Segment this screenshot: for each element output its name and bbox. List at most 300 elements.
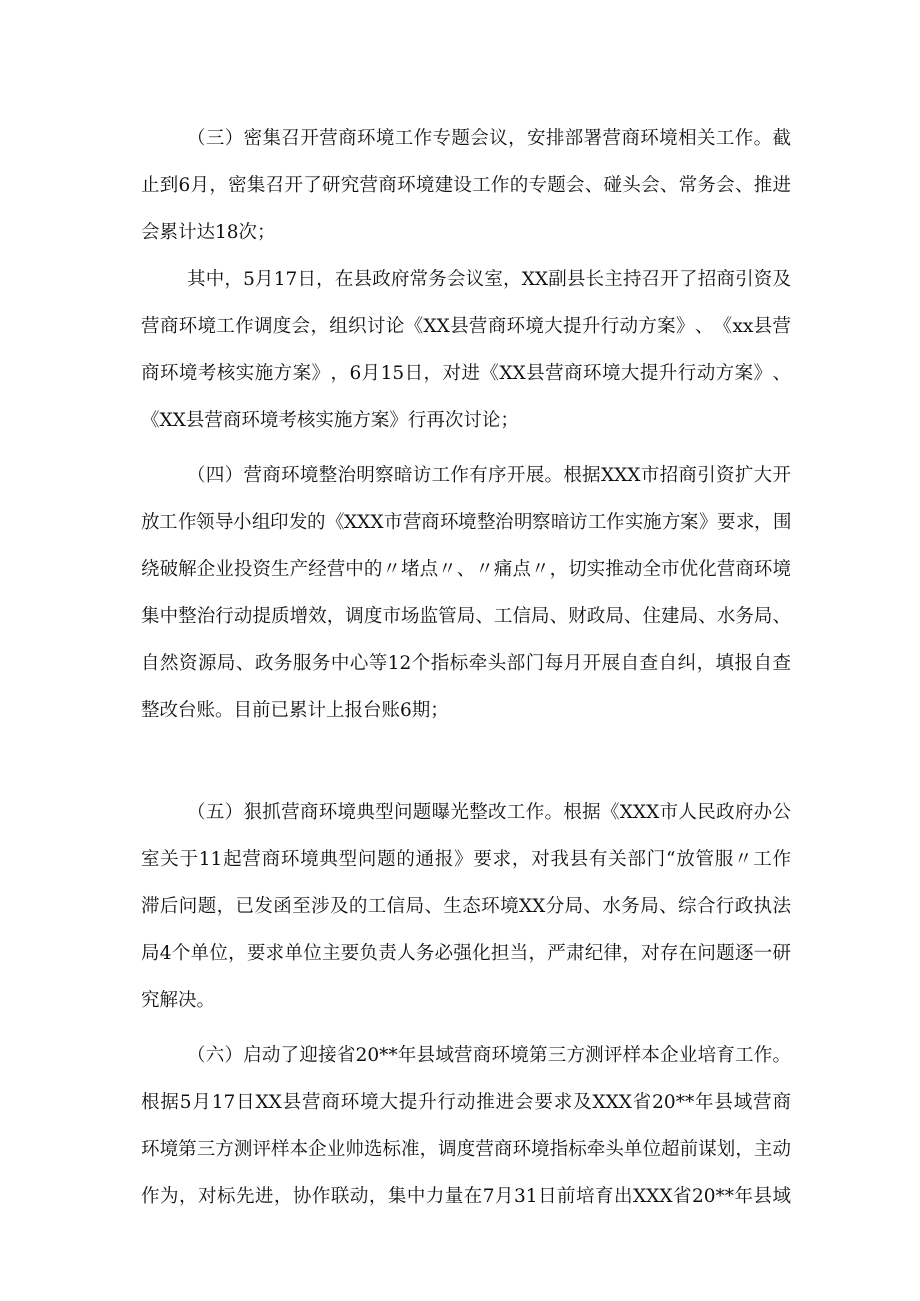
text-segment: XX [521, 269, 549, 290]
text-segment: 日 [236, 1092, 255, 1113]
text-segment: 省 [673, 1186, 692, 1207]
text-segment: 源 [197, 653, 217, 674]
text-segment: 纪 [584, 943, 604, 964]
text-segment: 整 [178, 606, 197, 627]
text-segment: 《 [141, 410, 160, 431]
text-segment: 作 [235, 316, 254, 337]
text-segment: 题 [197, 896, 217, 917]
text-segment: 主 [604, 269, 623, 290]
text-segment: 行 [407, 410, 427, 431]
text-segment: 》 [454, 849, 473, 870]
text-segment: 务 [428, 269, 447, 290]
text-segment: 资 [753, 269, 773, 290]
text-segment: 境 [525, 316, 544, 337]
text-segment: 6 [178, 175, 191, 196]
text-segment: XX [255, 1092, 282, 1113]
text-segment: 作 [450, 465, 469, 486]
text-segment: 、 [772, 363, 791, 384]
text-segment: 出 [614, 1186, 633, 1207]
text-segment: ， [696, 653, 716, 674]
text-segment: 政 [372, 269, 391, 290]
text-segment: 大 [753, 465, 773, 486]
text-segment: 商 [261, 849, 281, 870]
text-segment: 论 [481, 410, 501, 431]
text-segment: XXX [633, 1186, 673, 1207]
text-segment: 室 [141, 849, 160, 870]
text-segment: 日 [404, 363, 424, 384]
text-segment: 会 [716, 175, 735, 196]
text-segment: 点 [419, 559, 439, 580]
text-segment: 施 [333, 410, 353, 431]
text-segment: 月 [255, 269, 274, 290]
text-segment: 产 [289, 559, 309, 580]
text-segment: 环 [241, 410, 260, 431]
text-segment: 日 [297, 269, 316, 290]
text-segment: 律 [603, 943, 623, 964]
text-segment: 业 [326, 1139, 346, 1160]
text-segment: 住 [642, 606, 661, 627]
text-segment: 接 [318, 1045, 337, 1066]
text-segment: 工 [394, 128, 414, 149]
paragraph-5-line [0, 941, 920, 967]
text-segment: 开 [660, 269, 679, 290]
text-segment: 要 [340, 943, 360, 964]
text-segment: 每 [544, 653, 564, 674]
text-segment: 位 [303, 943, 322, 964]
text-segment: 求 [735, 512, 755, 533]
text-segment: 要 [246, 943, 266, 964]
text-segment: 县 [566, 269, 586, 290]
text-segment: 分 [545, 896, 565, 917]
text-segment: 环 [356, 128, 376, 149]
paragraph-3-line [0, 173, 920, 199]
text-segment: 民 [697, 802, 716, 823]
text-segment: 力 [425, 1186, 445, 1207]
text-segment: 局 [531, 606, 550, 627]
text-segment: 案 [370, 410, 390, 431]
text-segment: 展 [601, 653, 621, 674]
text-segment: 。 [196, 990, 216, 1011]
text-segment: 公 [772, 802, 791, 823]
text-segment: 引 [735, 269, 754, 290]
text-segment: 工 [159, 512, 178, 533]
text-segment: 本 [289, 1139, 309, 1160]
text-segment: 涉 [311, 896, 330, 917]
text-segment: 达 [196, 222, 216, 243]
text-segment: 堵 [401, 559, 420, 580]
text-segment: 省 [336, 1045, 356, 1066]
text-segment: 要 [473, 849, 492, 870]
text-segment: XX [159, 410, 186, 431]
text-segment: 县 [714, 1092, 733, 1113]
text-segment: 期 [411, 700, 431, 721]
text-segment: 行 [215, 606, 234, 627]
text-segment: xx [732, 316, 754, 337]
text-segment: 关 [608, 849, 627, 870]
text-segment: 环 [397, 175, 416, 196]
text-segment: ， [228, 943, 247, 964]
text-segment: 单 [190, 943, 210, 964]
text-segment: 评 [603, 1045, 623, 1066]
text-segment: 据 [582, 465, 601, 486]
text-segment: 题 [377, 849, 396, 870]
text-segment: 方 [715, 363, 735, 384]
text-segment: 境 [259, 410, 279, 431]
text-segment: 局 [605, 606, 624, 627]
text-segment: 六 [205, 1045, 225, 1066]
text-segment: 营 [359, 175, 379, 196]
paragraph-3-detail-line [0, 361, 920, 387]
text-segment: 进 [254, 1186, 274, 1207]
text-segment: 对 [197, 1186, 217, 1207]
text-segment: 目 [233, 700, 253, 721]
text-segment: 考 [278, 410, 297, 431]
text-segment: 环 [439, 512, 459, 533]
text-segment: 前 [679, 1139, 699, 1160]
text-segment: 、 [549, 606, 569, 627]
text-segment: 围 [772, 512, 792, 533]
text-segment: 典 [319, 849, 338, 870]
text-segment: 根 [563, 465, 582, 486]
text-segment: 资 [178, 653, 198, 674]
text-segment: 明 [513, 512, 533, 533]
text-segment: 排 [545, 128, 565, 149]
text-segment: 为 [159, 1186, 179, 1207]
text-segment: ， [273, 1186, 293, 1207]
text-segment: 工 [367, 896, 387, 917]
text-segment: 次 [444, 410, 464, 431]
text-segment: 牵 [586, 1139, 606, 1160]
text-segment: 切 [568, 559, 587, 580]
text-segment: 化 [472, 943, 491, 964]
text-segment: 营 [242, 849, 261, 870]
text-segment: 县 [282, 1092, 302, 1113]
text-segment: 政 [716, 802, 735, 823]
text-segment: 20** [652, 1092, 695, 1113]
text-segment: 招 [659, 465, 679, 486]
text-segment: 提 [252, 606, 271, 627]
text-segment: 》 [311, 363, 331, 384]
text-segment: 关 [696, 128, 716, 149]
text-segment: 测 [233, 1139, 253, 1160]
text-segment: 指 [430, 653, 450, 674]
text-segment: 动 [696, 363, 716, 384]
text-segment: 账 [381, 700, 401, 721]
text-segment: 会 [470, 128, 489, 149]
text-segment: 累 [159, 222, 179, 243]
text-segment: 、 [456, 559, 476, 580]
text-segment: 提 [639, 363, 659, 384]
text-segment: 年 [734, 1186, 754, 1207]
text-segment: 专 [432, 128, 452, 149]
text-segment: 作 [141, 1186, 160, 1207]
text-segment: 县 [753, 1186, 773, 1207]
text-segment: 境 [510, 1045, 529, 1066]
text-segment: 中 [159, 606, 179, 627]
text-segment: 实 [624, 512, 644, 533]
paragraph-5-line [0, 988, 920, 1014]
text-segment: 论 [385, 316, 405, 337]
text-segment: 动 [233, 606, 253, 627]
text-segment: 动 [619, 316, 639, 337]
text-segment: 三 [205, 128, 225, 149]
text-segment: 对 [531, 849, 550, 870]
text-segment: 商 [772, 1092, 791, 1113]
text-segment: 评 [252, 1139, 271, 1160]
text-segment: 进 [461, 363, 480, 384]
text-segment: 自 [141, 653, 160, 674]
text-segment: 〃 [438, 559, 457, 580]
text-segment: 样 [271, 1139, 290, 1160]
text-segment: 局 [405, 896, 425, 917]
text-segment: 质 [271, 606, 290, 627]
text-segment: 访 [569, 512, 588, 533]
text-segment: 6 [349, 363, 362, 384]
text-segment: 资 [716, 465, 735, 486]
text-segment: 管 [695, 849, 714, 870]
text-segment: 资 [252, 559, 271, 580]
text-segment: 研 [772, 943, 791, 964]
text-segment: 议 [489, 128, 508, 149]
text-segment: 作 [490, 175, 510, 196]
text-segment: 相 [678, 128, 697, 149]
text-segment: ） [224, 465, 244, 486]
text-segment: 营 [281, 802, 300, 823]
text-segment: 境 [299, 465, 319, 486]
text-segment: 逐 [734, 943, 754, 964]
text-segment: 环 [753, 559, 773, 580]
text-segment: 在 [334, 269, 354, 290]
text-segment: 营 [319, 128, 338, 149]
text-segment: 常 [409, 269, 429, 290]
text-segment: 集 [141, 606, 160, 627]
text-segment: 务 [311, 653, 331, 674]
text-segment: 市 [640, 465, 660, 486]
text-segment: 5 [179, 1092, 192, 1113]
text-segment: 作 [413, 128, 433, 149]
text-segment: 标 [568, 1139, 587, 1160]
text-segment: ， [511, 849, 531, 870]
text-segment: 境 [531, 1139, 550, 1160]
text-segment: 织 [348, 316, 367, 337]
text-segment: 大 [379, 1092, 398, 1113]
text-segment: 境 [500, 896, 519, 917]
text-segment: 放 [141, 512, 160, 533]
text-segment: 工 [472, 175, 491, 196]
text-segment: 务 [735, 606, 754, 627]
text-segment: 解 [178, 559, 197, 580]
text-segment: 存 [659, 943, 679, 964]
text-segment: 〃 [475, 559, 494, 580]
text-segment: 主 [321, 943, 341, 964]
text-segment: 4 [159, 943, 172, 964]
text-segment: 有 [469, 465, 488, 486]
text-segment: 先 [235, 1186, 255, 1207]
text-segment: 服 [292, 653, 312, 674]
text-segment: 、 [659, 175, 679, 196]
text-segment: 环 [506, 316, 526, 337]
text-segment: 6 [400, 700, 412, 721]
text-segment: ， [508, 128, 527, 149]
text-segment: 营 [204, 410, 223, 431]
text-segment: 担 [490, 943, 510, 964]
text-segment: 月 [495, 1186, 514, 1207]
text-segment: 政 [254, 653, 274, 674]
text-segment: 上 [326, 700, 345, 721]
text-segment: 合 [696, 896, 716, 917]
text-segment: 工 [753, 849, 772, 870]
text-segment: 、 [734, 175, 754, 196]
text-segment: ， [622, 943, 641, 964]
text-segment: 工 [587, 512, 607, 533]
text-segment: 填 [715, 653, 735, 674]
text-segment: ， [368, 1186, 388, 1207]
text-segment: 方 [352, 410, 371, 431]
paragraph-3-detail-line [0, 314, 920, 340]
text-segment: 、 [424, 896, 443, 917]
text-segment: 通 [415, 849, 435, 870]
text-segment: 暗 [550, 512, 570, 533]
text-segment: 》 [698, 512, 718, 533]
text-segment: 企 [660, 1045, 679, 1066]
text-segment: 必 [434, 943, 454, 964]
text-segment: 商 [262, 465, 281, 486]
text-segment: 营 [454, 1045, 473, 1066]
text-segment: 个 [171, 943, 191, 964]
text-segment: 型 [375, 802, 394, 823]
text-segment: 核 [296, 410, 316, 431]
text-segment: 环 [159, 363, 179, 384]
text-segment: 行 [677, 363, 697, 384]
text-segment: 务 [273, 653, 293, 674]
text-segment: 计 [307, 700, 327, 721]
paragraph-5-line [0, 800, 920, 826]
text-segment: XXX [619, 802, 660, 823]
text-segment: 署 [583, 128, 603, 149]
text-segment: 整 [476, 512, 496, 533]
text-segment: 市 [659, 802, 679, 823]
text-segment: 环 [583, 363, 602, 384]
text-segment: 访 [412, 465, 432, 486]
text-segment: 推 [753, 175, 773, 196]
text-segment: 测 [585, 1045, 604, 1066]
text-segment: 升 [658, 363, 678, 384]
text-segment: 安 [526, 128, 546, 149]
text-segment: 31 [514, 1186, 538, 1207]
text-segment: ； [257, 222, 276, 243]
text-segment: 实 [235, 363, 255, 384]
text-segment: 。 [544, 802, 564, 823]
text-segment: 报 [344, 700, 364, 721]
text-segment: 环 [178, 316, 198, 337]
text-segment: 案 [657, 316, 676, 337]
text-segment: 商 [621, 128, 640, 149]
text-segment: ， [310, 316, 329, 337]
text-segment: 商 [735, 559, 754, 580]
text-segment: 局 [456, 606, 476, 627]
text-segment: （ [187, 802, 206, 823]
text-segment: 市 [382, 606, 401, 627]
text-segment: 域 [435, 1045, 454, 1066]
text-segment: 了 [303, 175, 322, 196]
text-segment: 业 [215, 559, 234, 580]
text-segment: 商 [299, 802, 319, 823]
text-segment: 累 [289, 700, 308, 721]
text-segment: 核 [216, 363, 236, 384]
text-segment: 小 [233, 512, 252, 533]
text-segment: 监 [419, 606, 439, 627]
text-segment: 境 [197, 316, 216, 337]
text-segment: 整 [141, 700, 160, 721]
text-segment: 的 [348, 896, 368, 917]
text-segment: 营 [468, 316, 488, 337]
text-segment: ； [500, 410, 519, 431]
text-segment: 局 [640, 896, 659, 917]
text-segment: 密 [228, 175, 247, 196]
text-segment: 求 [492, 849, 512, 870]
paragraph-4-line [0, 698, 920, 724]
text-segment: 超 [661, 1139, 680, 1160]
text-segment: 本 [641, 1045, 660, 1066]
text-segment: 迎 [299, 1045, 318, 1066]
text-segment: 。 [753, 128, 773, 149]
text-segment: 度 [363, 606, 383, 627]
text-segment: 局 [564, 896, 584, 917]
text-segment: 会 [141, 222, 160, 243]
text-segment: 位 [642, 1139, 661, 1160]
text-segment: 会 [641, 175, 660, 196]
text-segment: 曝 [431, 802, 451, 823]
text-segment: 信 [386, 896, 406, 917]
text-segment: 标 [382, 1139, 401, 1160]
text-segment: 函 [273, 896, 292, 917]
text-segment: ， [330, 363, 349, 384]
text-segment: 5 [243, 269, 255, 290]
text-segment: 工 [431, 465, 451, 486]
text-segment: 样 [622, 1045, 642, 1066]
text-segment: 局 [753, 606, 773, 627]
text-segment: 调 [253, 316, 273, 337]
text-segment: XXX [600, 465, 641, 486]
text-segment: 财 [568, 606, 587, 627]
text-segment: 次 [238, 222, 258, 243]
text-segment: 商 [159, 316, 179, 337]
text-segment: 全 [642, 559, 661, 580]
text-segment: 18 [215, 222, 239, 243]
text-segment: ， [735, 1139, 754, 1160]
text-segment: 发 [288, 512, 308, 533]
text-segment: 环 [640, 128, 659, 149]
text-segment: 、 [583, 896, 603, 917]
text-segment: 动 [772, 1139, 791, 1160]
text-segment: 施 [643, 512, 662, 533]
text-segment: 展 [525, 465, 545, 486]
text-segment: 要 [534, 1092, 553, 1113]
text-segment: 》 [675, 316, 695, 337]
text-segment: 改 [159, 700, 179, 721]
text-segment: 工 [216, 316, 235, 337]
text-segment: 等 [368, 653, 388, 674]
text-segment: 育 [595, 1186, 614, 1207]
paragraph-5-line [0, 847, 920, 873]
text-segment: 的 [307, 512, 326, 533]
text-segment: 营 [141, 316, 160, 337]
text-segment: 对 [442, 363, 462, 384]
text-segment: 服 [714, 849, 734, 870]
text-segment: 集 [246, 175, 266, 196]
text-segment: 整 [318, 465, 338, 486]
text-segment: 自 [658, 653, 678, 674]
